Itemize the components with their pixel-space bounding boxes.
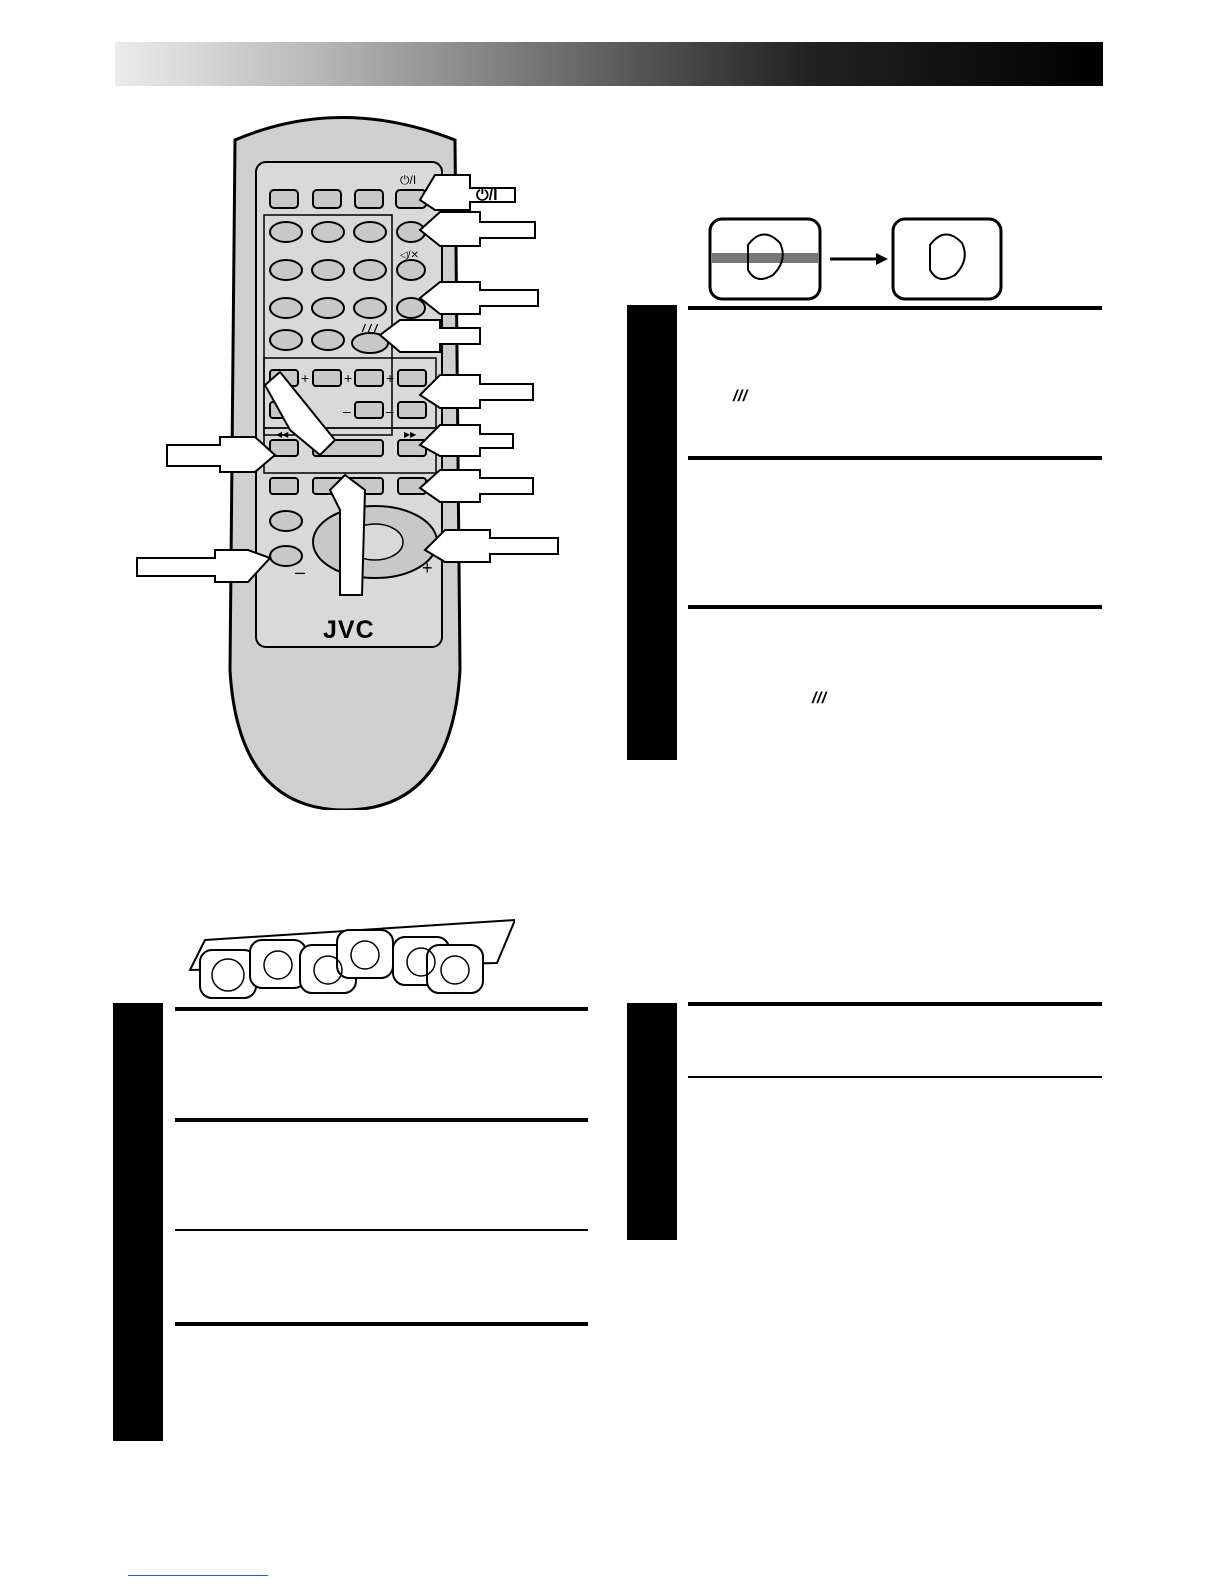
number-button (354, 298, 386, 318)
tracking-symbol-small: / / / (362, 323, 378, 335)
mute-symbol: ◁/✕ (400, 250, 419, 261)
number-button (270, 330, 302, 350)
remote-button (355, 190, 383, 208)
tv-tracking-illustration (708, 215, 1003, 305)
power-symbol-large: ⏻/I (476, 187, 498, 204)
svg-text:–: – (295, 562, 306, 582)
remote-button (355, 370, 383, 386)
footer-link[interactable] (128, 1575, 268, 1576)
jvc-logo: JVC (323, 616, 375, 644)
pointing-hand-icon (420, 470, 533, 502)
svg-text:◀◀: ◀◀ (276, 430, 289, 439)
step-block-right-top (627, 305, 677, 760)
pointing-hand-icon (425, 530, 558, 562)
number-button (397, 260, 425, 280)
divider (175, 1118, 588, 1122)
step-block-left (113, 1003, 163, 1441)
divider (175, 1229, 588, 1231)
pointing-hand-icon (420, 212, 535, 246)
pointing-hand-icon (380, 320, 480, 352)
pointing-hand-icon (420, 375, 533, 408)
step-block-right-bottom (627, 1003, 677, 1240)
svg-text:–: – (386, 403, 394, 419)
number-button (312, 330, 344, 350)
svg-text:–: – (343, 403, 351, 419)
pointing-hand-icon (167, 437, 275, 472)
number-button (397, 298, 425, 318)
power-symbol-small: ⏻/I (400, 173, 417, 187)
divider (688, 306, 1102, 310)
remote-button (270, 511, 302, 531)
divider (688, 1002, 1102, 1006)
remote-button (313, 190, 341, 208)
pointing-hand-icon (420, 282, 538, 314)
number-button (312, 222, 344, 242)
pointing-hand-icon (137, 550, 270, 582)
number-button (354, 260, 386, 280)
number-button (312, 260, 344, 280)
remote-button (270, 190, 298, 208)
divider (688, 605, 1102, 609)
remote-button (398, 402, 426, 418)
svg-text:+: + (422, 558, 433, 578)
header-bar (115, 42, 1103, 86)
divider (175, 1007, 588, 1011)
svg-text:+: + (301, 370, 310, 386)
divider (688, 1076, 1102, 1078)
face-icon (337, 930, 393, 978)
number-button (312, 298, 344, 318)
pointing-hand-icon (420, 425, 513, 456)
remote-button (270, 478, 298, 494)
pointing-hand-icon (420, 175, 515, 210)
tracking-symbol: / / / (812, 690, 825, 707)
divider (175, 1322, 588, 1326)
number-button (270, 260, 302, 280)
svg-text:+: + (344, 370, 353, 386)
number-button (270, 222, 302, 242)
remote-button (355, 402, 383, 418)
cartoon-faces-illustration (185, 915, 515, 1005)
face-icon (427, 945, 483, 993)
number-button (397, 222, 425, 242)
svg-text:▶▶: ▶▶ (404, 430, 417, 439)
divider (688, 456, 1102, 460)
svg-text:+: + (386, 370, 395, 386)
tv-screen-clear (893, 219, 1001, 299)
number-button (270, 298, 302, 318)
remote-button (398, 370, 426, 386)
number-button (354, 222, 386, 242)
remote-button (313, 370, 341, 386)
remote-control-illustration (130, 110, 570, 810)
tracking-symbol: / / / (733, 388, 746, 405)
face-icon (250, 940, 306, 988)
